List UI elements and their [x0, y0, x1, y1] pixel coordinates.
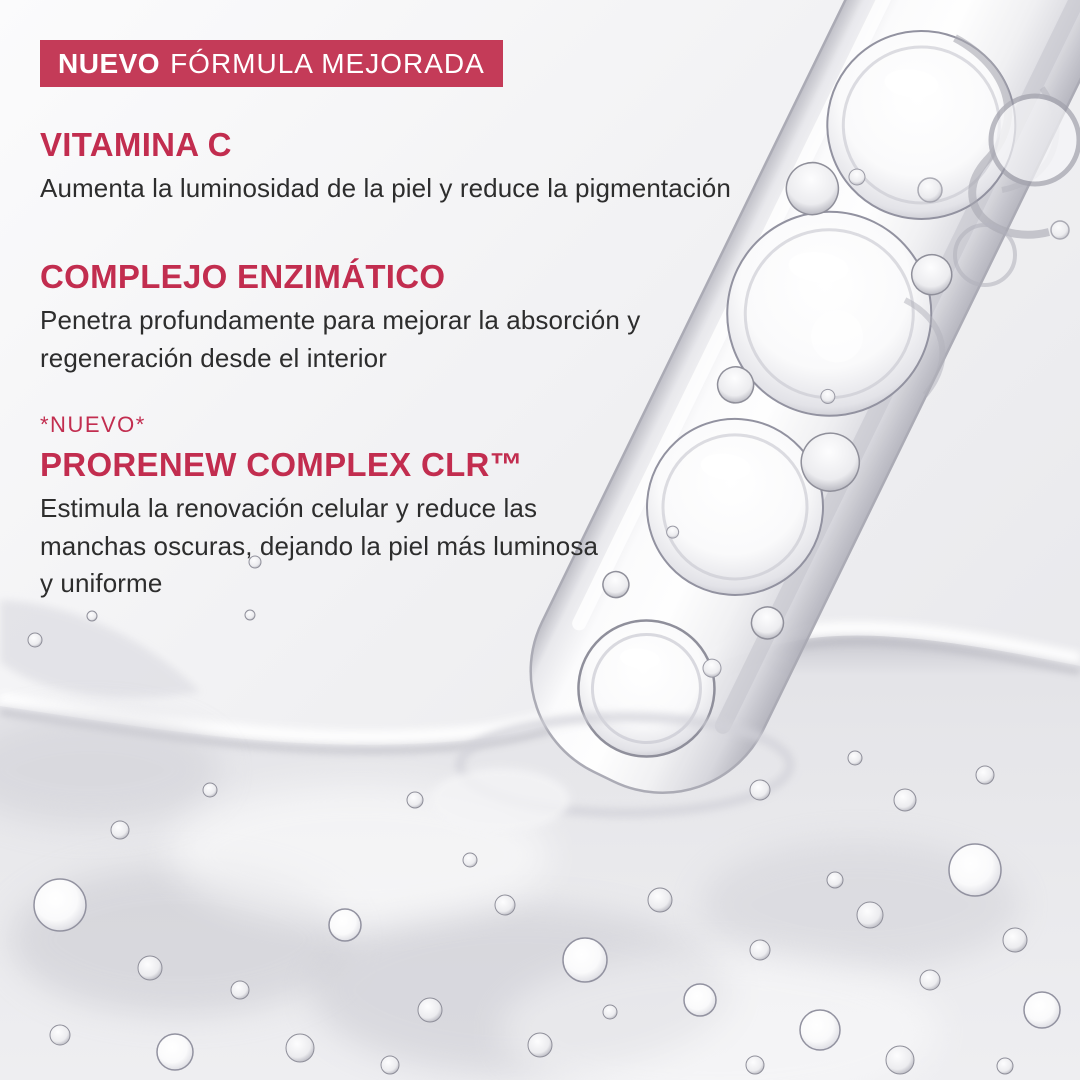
section-complejo-enzimatico [40, 259, 800, 378]
badge-highlight-label: NUEVO [58, 47, 161, 79]
badge-rest-label: FÓRMULA MEJORADA [170, 47, 485, 79]
vitamina-c-body: Aumenta la luminosidad de la piel y reduce la pigmentación [40, 173, 731, 204]
new-formula-badge [40, 40, 503, 87]
prorenew-kicker: *NUEVO* [40, 411, 146, 437]
vitamina-c-heading: VITAMINA C [40, 126, 232, 163]
copy-overlay [40, 40, 800, 603]
section-vitamina-c [40, 127, 800, 208]
complejo-enzimatico-heading: COMPLEJO ENZIMÁTICO [40, 257, 446, 295]
prorenew-heading: PRORENEW COMPLEX CLR™ [40, 445, 523, 483]
prorenew-body: Estimula la renovación celular y reduce las manchas oscuras, dejando la piel más luminosa y uniforme [40, 492, 599, 599]
complejo-enzimatico-body: Penetra profundamente para mejorar la absorción y regeneración desde el interior [40, 305, 641, 373]
section-prorenew-complex [40, 412, 800, 603]
